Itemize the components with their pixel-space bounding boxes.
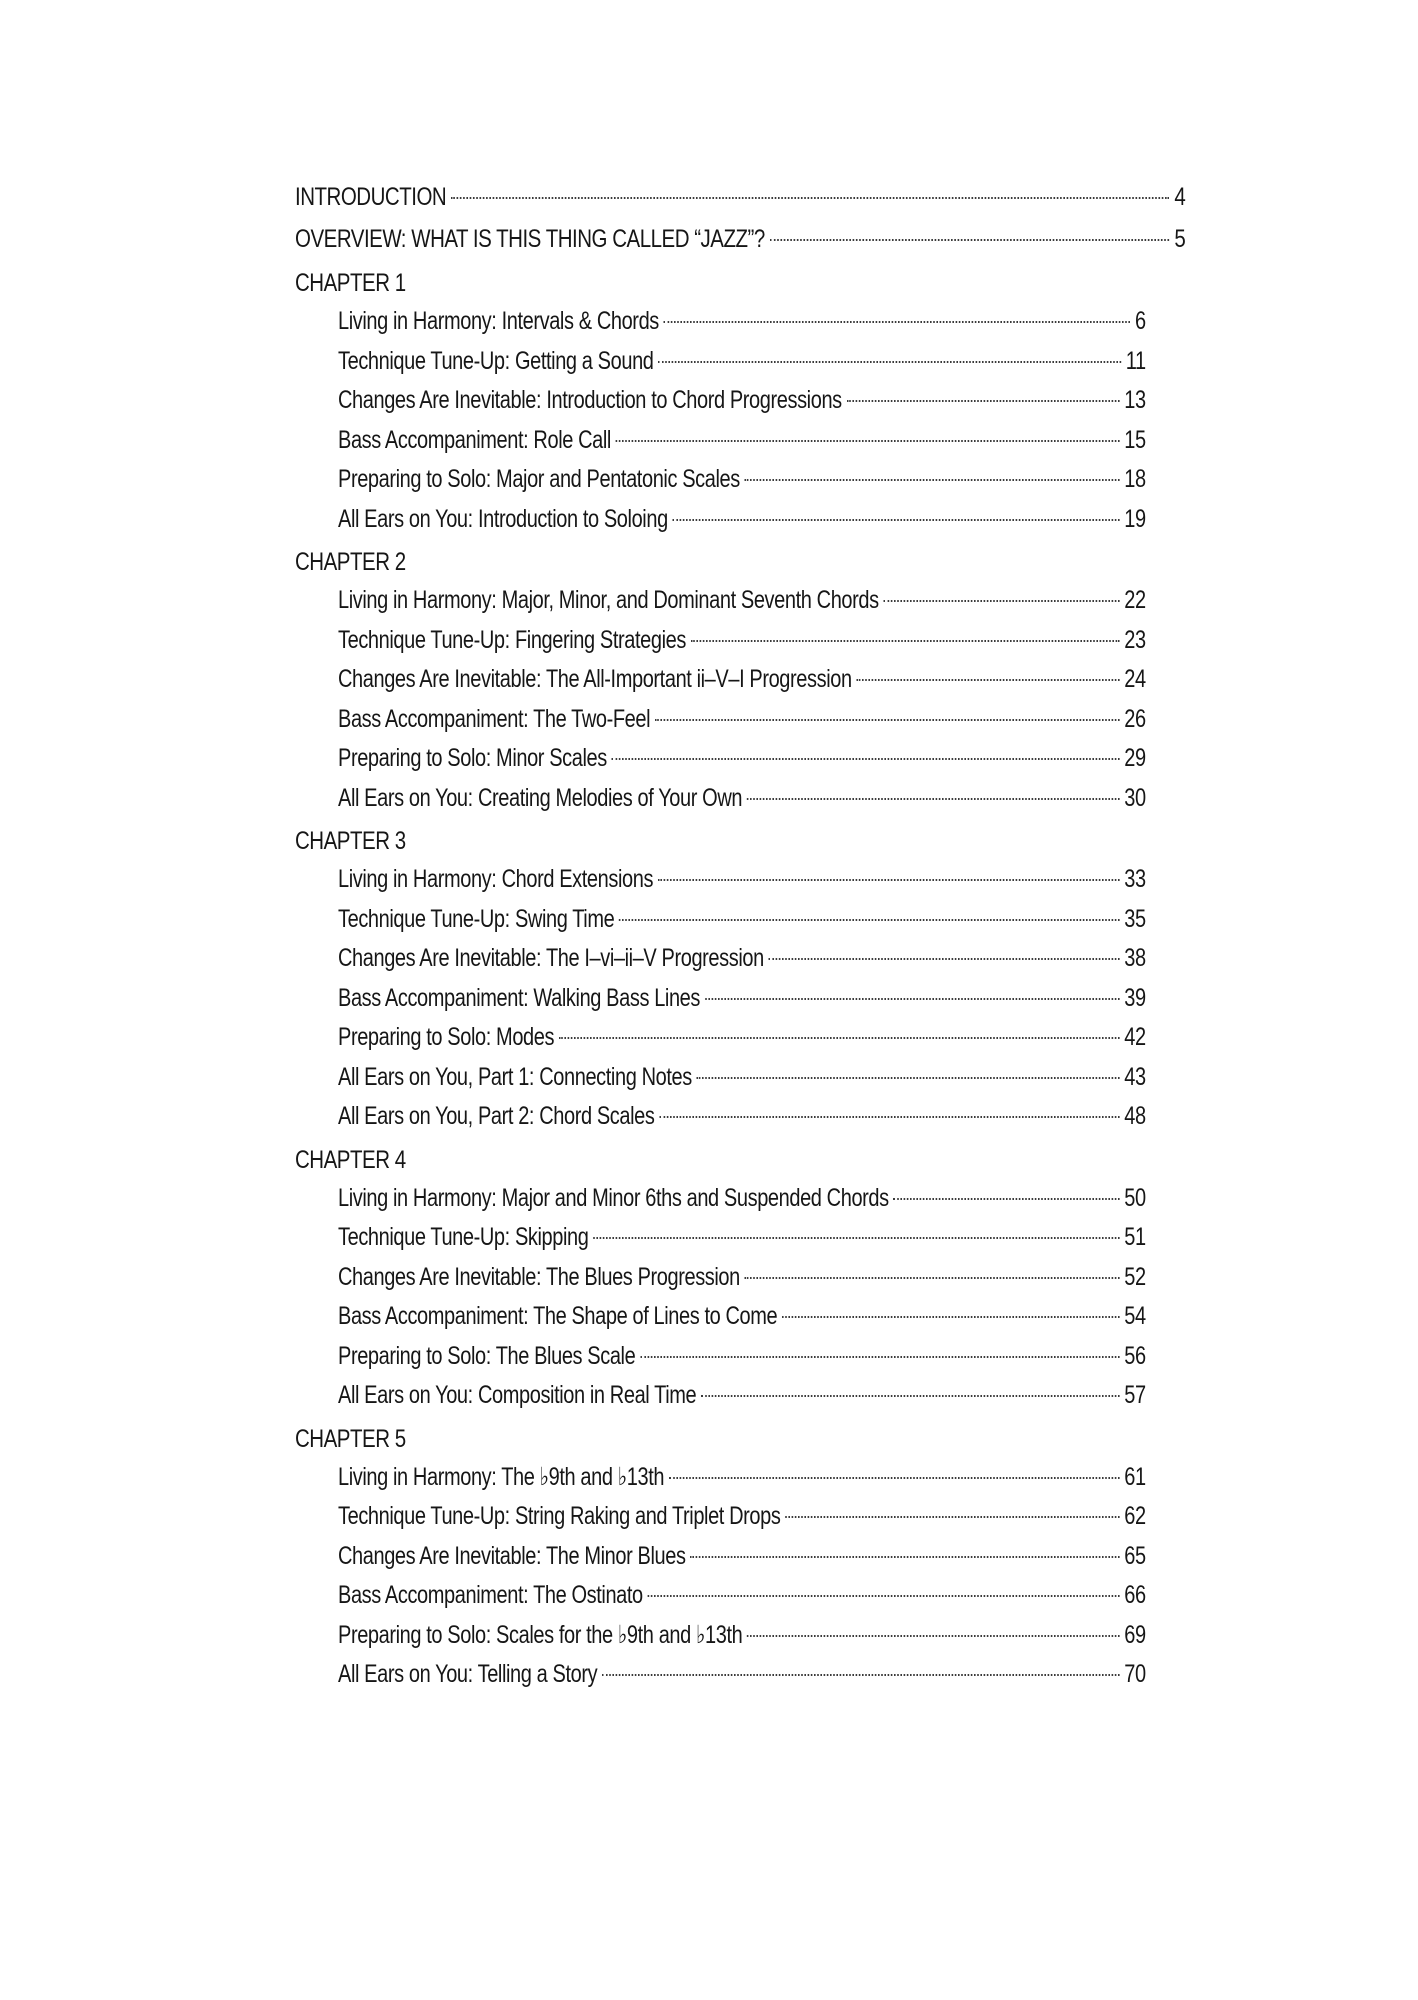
dot-leader — [747, 1635, 1119, 1637]
toc-entry-page-number: 38 — [1124, 944, 1146, 972]
dot-leader — [745, 1277, 1120, 1279]
toc-entry-label: Technique Tune-Up: Fingering Strategies — [338, 625, 686, 654]
dot-leader — [770, 239, 1170, 241]
toc-entry[interactable] — [338, 979, 1146, 1019]
toc-entry-label: Living in Harmony: Major and Minor 6ths and Suspended Chords — [338, 1183, 889, 1212]
toc-entry[interactable] — [338, 700, 1146, 740]
toc-entry[interactable] — [338, 1458, 1146, 1498]
toc-entry-label: Changes Are Inevitable: The Minor Blues — [338, 1541, 686, 1570]
toc-entry-label: Bass Accompaniment: The Ostinato — [338, 1581, 643, 1609]
toc-entry-label: Technique Tune-Up: Getting a Sound — [338, 346, 654, 375]
toc-entry-page-number: 42 — [1124, 1023, 1146, 1051]
toc-entry[interactable] — [338, 1018, 1146, 1058]
toc-entry[interactable] — [338, 381, 1146, 421]
toc-entry-page-number: 33 — [1124, 865, 1146, 893]
chapter-section-5 — [295, 1416, 1185, 1695]
toc-entry-label: All Ears on You: Composition in Real Time — [338, 1381, 697, 1409]
toc-entry-label: All Ears on You, Part 1: Connecting Notes — [338, 1062, 692, 1091]
toc-entry-page-number: 39 — [1124, 983, 1146, 1012]
dot-leader — [697, 1077, 1120, 1079]
dot-leader — [747, 798, 1120, 800]
toc-entry-label: All Ears on You: Creating Melodies of Your Own — [338, 783, 743, 812]
toc-entry-page-number: 70 — [1124, 1660, 1146, 1688]
toc-entry[interactable] — [338, 1576, 1146, 1616]
toc-entry-page-number: 29 — [1124, 744, 1146, 772]
toc-entry[interactable] — [338, 1297, 1146, 1337]
toc-entry[interactable] — [338, 660, 1146, 700]
dot-leader — [690, 1556, 1119, 1558]
dot-leader — [847, 400, 1120, 402]
toc-entry[interactable] — [338, 1376, 1146, 1416]
toc-entry-label: Changes Are Inevitable: The All-Important ii–V–I Progression — [338, 665, 852, 693]
dot-leader — [648, 1595, 1120, 1597]
toc-entry-page-number: 52 — [1124, 1262, 1146, 1291]
toc-entry-page-number: 24 — [1124, 665, 1146, 693]
toc-entry-page-number: 54 — [1124, 1302, 1146, 1330]
dot-leader — [559, 1037, 1120, 1039]
toc-entry[interactable] — [338, 1258, 1146, 1298]
toc-entry-label: All Ears on You, Part 2: Chord Scales — [338, 1102, 655, 1130]
chapter-entries — [295, 1179, 1185, 1416]
dot-leader — [669, 1477, 1120, 1479]
toc-entry-label: Preparing to Solo: Major and Pentatonic Scales — [338, 465, 740, 493]
dot-leader — [640, 1356, 1119, 1358]
dot-leader — [616, 440, 1120, 442]
dot-leader — [705, 998, 1120, 1000]
toc-entry-page-number: 57 — [1124, 1381, 1146, 1409]
chapter-heading[interactable]: CHAPTER 5 — [295, 1424, 406, 1453]
toc-entry-page-number: 50 — [1124, 1183, 1146, 1212]
toc-entry-page-number: 61 — [1124, 1462, 1146, 1491]
toc-entry-page-number: 5 — [1174, 225, 1186, 253]
toc-entry-label: INTRODUCTION — [295, 183, 447, 211]
toc-entry-page-number: 19 — [1124, 504, 1146, 533]
toc-entry-page-number: 62 — [1124, 1502, 1146, 1530]
toc-entry-label: Bass Accompaniment: Role Call — [338, 425, 611, 454]
toc-entry-label: Changes Are Inevitable: The Blues Progression — [338, 1262, 740, 1291]
dot-leader — [785, 1516, 1119, 1518]
dot-leader — [857, 679, 1120, 681]
dot-leader — [884, 600, 1120, 602]
dot-leader — [612, 758, 1120, 760]
toc-entry-page-number: 69 — [1124, 1620, 1146, 1649]
toc-entry[interactable] — [338, 421, 1146, 461]
toc-entry-label: Preparing to Solo: Minor Scales — [338, 744, 607, 772]
toc-entry[interactable] — [338, 939, 1146, 979]
toc-entry[interactable] — [338, 860, 1146, 900]
toc-entry-label: Bass Accompaniment: The Shape of Lines to Come — [338, 1302, 778, 1330]
dot-leader — [691, 640, 1120, 642]
toc-entry[interactable] — [338, 500, 1146, 540]
toc-entry-page-number: 4 — [1174, 183, 1186, 211]
toc-entry-page-number: 51 — [1124, 1223, 1146, 1251]
toc-entry[interactable] — [338, 779, 1146, 819]
toc-entry-label: Changes Are Inevitable: Introduction to Chord Progressions — [338, 386, 842, 414]
toc-entry[interactable] — [338, 302, 1146, 342]
toc-entry[interactable] — [338, 1179, 1146, 1219]
toc-entry-label: Changes Are Inevitable: The I–vi–ii–V Progression — [338, 944, 764, 972]
dot-leader — [664, 321, 1130, 323]
dot-leader — [655, 719, 1119, 721]
toc-entry[interactable] — [338, 342, 1146, 382]
toc-entry[interactable] — [338, 1218, 1146, 1258]
chapter-entries — [295, 302, 1185, 539]
toc-entry[interactable] — [338, 460, 1146, 500]
toc-entry-page-number: 43 — [1124, 1062, 1146, 1091]
toc-entry-label: All Ears on You: Telling a Story — [338, 1660, 598, 1688]
dot-leader — [658, 361, 1121, 363]
chapter-heading[interactable]: CHAPTER 4 — [295, 1145, 406, 1174]
toc-entry-page-number: 13 — [1124, 386, 1146, 414]
chapter-section-3 — [295, 818, 1185, 1137]
toc-entry-label: Living in Harmony: The ♭9th and ♭13th — [338, 1462, 665, 1491]
toc-entry-page-number: 48 — [1124, 1102, 1146, 1130]
chapter-heading[interactable]: CHAPTER 2 — [295, 548, 406, 576]
toc-entry[interactable] — [338, 1497, 1146, 1537]
toc-entry-page-number: 6 — [1134, 307, 1146, 335]
toc-entry-page-number: 22 — [1124, 586, 1146, 614]
toc-entry-page-number: 35 — [1124, 904, 1146, 933]
chapter-section-4 — [295, 1137, 1185, 1416]
toc-entry-label: Bass Accompaniment: Walking Bass Lines — [338, 983, 701, 1012]
dot-leader — [894, 1198, 1120, 1200]
dot-leader — [658, 879, 1120, 881]
dot-leader — [602, 1674, 1119, 1676]
toc-entry-page-number: 23 — [1124, 625, 1146, 654]
toc-entry[interactable] — [338, 739, 1146, 779]
toc-entry[interactable] — [338, 1537, 1146, 1577]
toc-entry-label: Preparing to Solo: Modes — [338, 1023, 555, 1051]
chapter-section-2 — [295, 539, 1185, 818]
dot-leader — [593, 1237, 1119, 1239]
dot-leader — [451, 197, 1169, 199]
toc-entry-label: Bass Accompaniment: The Two-Feel — [338, 704, 651, 733]
toc-entry-label: Technique Tune-Up: String Raking and Triplet Drops — [338, 1502, 781, 1530]
toc-entry[interactable] — [338, 621, 1146, 661]
toc-entry-page-number: 30 — [1124, 783, 1146, 812]
toc-entry-label: Technique Tune-Up: Swing Time — [338, 904, 615, 933]
toc-entry-label: OVERVIEW: WHAT IS THIS THING CALLED “JAZZ”? — [295, 225, 765, 253]
toc-entry[interactable] — [338, 1616, 1146, 1656]
toc-entry[interactable] — [295, 176, 1185, 218]
dot-leader — [769, 958, 1120, 960]
toc-entry[interactable] — [338, 1337, 1146, 1377]
toc-entry-page-number: 11 — [1125, 346, 1146, 375]
toc-entry-label: Preparing to Solo: Scales for the ♭9th and ♭13th — [338, 1620, 743, 1649]
chapter-heading[interactable]: CHAPTER 3 — [295, 827, 406, 855]
chapter-entries — [295, 581, 1185, 818]
chapter-entries — [295, 860, 1185, 1137]
toc-entry-page-number: 66 — [1124, 1581, 1146, 1609]
dot-leader — [659, 1116, 1119, 1118]
toc-entry-label: Living in Harmony: Major, Minor, and Dominant Seventh Chords — [338, 586, 879, 614]
dot-leader — [619, 919, 1119, 921]
dot-leader — [782, 1316, 1119, 1318]
dot-leader — [701, 1395, 1119, 1397]
toc-entry[interactable] — [338, 900, 1146, 940]
toc-entry[interactable] — [338, 581, 1146, 621]
toc-entry-page-number: 26 — [1124, 704, 1146, 733]
toc-entry[interactable] — [338, 1655, 1146, 1695]
toc-entry-page-number: 65 — [1124, 1541, 1146, 1570]
toc-entry-page-number: 56 — [1124, 1341, 1146, 1370]
toc-entry-page-number: 15 — [1124, 425, 1146, 454]
table-of-contents — [295, 176, 1185, 1695]
toc-entry-page-number: 18 — [1124, 465, 1146, 493]
toc-entry-label: Preparing to Solo: The Blues Scale — [338, 1341, 636, 1370]
toc-entry[interactable] — [338, 1097, 1146, 1137]
dot-leader — [745, 479, 1120, 481]
toc-entry-label: All Ears on You: Introduction to Soloing — [338, 504, 668, 533]
chapter-section-1 — [295, 260, 1185, 539]
toc-entry-label: Technique Tune-Up: Skipping — [338, 1223, 589, 1251]
toc-entry-label: Living in Harmony: Chord Extensions — [338, 865, 654, 893]
toc-entry-label: Living in Harmony: Intervals & Chords — [338, 307, 659, 335]
chapter-entries — [295, 1458, 1185, 1695]
chapter-heading[interactable]: CHAPTER 1 — [295, 269, 406, 297]
toc-entry[interactable] — [295, 218, 1185, 260]
dot-leader — [673, 519, 1120, 521]
toc-entry[interactable] — [338, 1058, 1146, 1098]
